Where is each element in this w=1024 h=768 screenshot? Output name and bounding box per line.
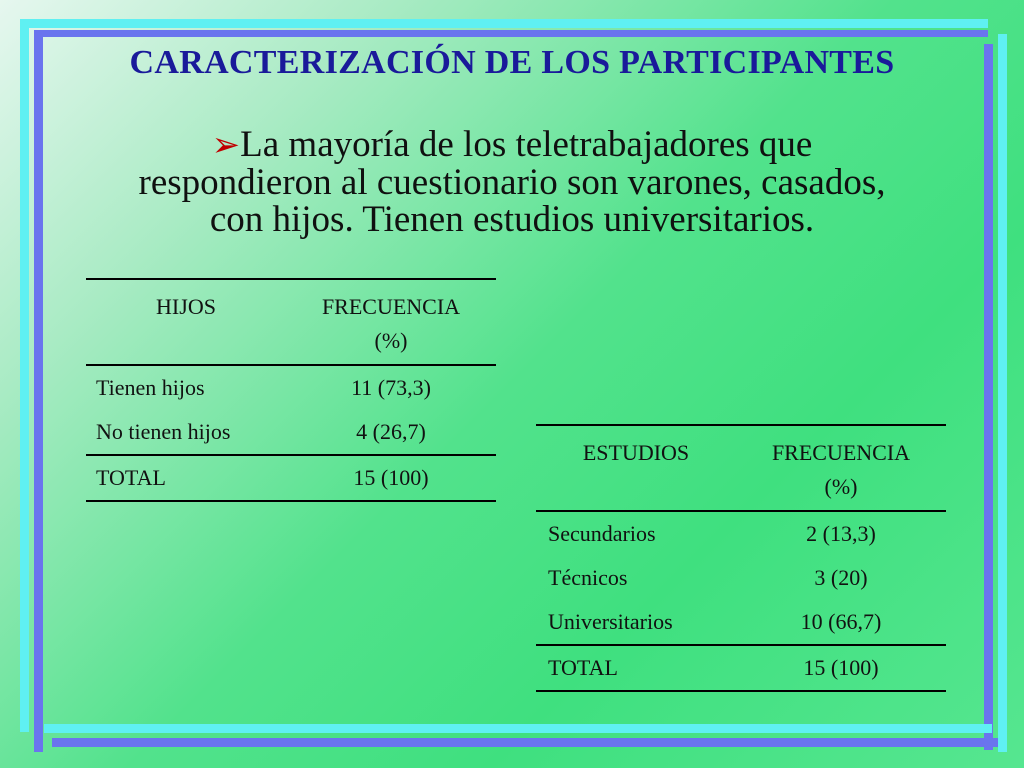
table-row	[536, 511, 946, 556]
total-label: TOTAL	[548, 655, 618, 680]
row-label: No tienen hijos	[96, 419, 231, 444]
bullet-line-2: respondieron al cuestionario son varones, casados,	[138, 162, 886, 203]
bullet-line-1: ➢La mayoría de los teletrabajadores que	[211, 124, 813, 165]
table-total-row	[536, 645, 946, 691]
column-header-frecuencia: FRECUENCIA (%)	[321, 294, 461, 353]
row-label: Tienen hijos	[96, 375, 205, 400]
row-value: 4 (26,7)	[356, 419, 426, 444]
table-row	[536, 600, 946, 645]
table-total-row	[86, 455, 496, 501]
frame-top-blue-bar	[34, 30, 988, 37]
table-row	[536, 556, 946, 600]
column-header-frecuencia: FRECUENCIA (%)	[771, 440, 911, 499]
table-header-row	[86, 279, 496, 365]
frame-bottom-cyan-bar	[44, 724, 992, 733]
frame-top-cyan-bar	[20, 19, 988, 28]
column-header-estudios: ESTUDIOS	[582, 440, 690, 465]
hijos-frequency-table	[86, 278, 496, 502]
table-row	[86, 410, 496, 455]
frame-bottom-blue-bar	[52, 738, 998, 747]
frame-left-blue-bar	[34, 36, 43, 752]
row-value: 11 (73,3)	[351, 375, 431, 400]
table-header-row	[536, 425, 946, 511]
table-row	[86, 365, 496, 410]
row-value: 10 (66,7)	[800, 609, 882, 634]
frame-left-cyan-bar	[20, 28, 29, 732]
row-value: 3 (20)	[814, 565, 868, 590]
total-label: TOTAL	[96, 465, 166, 490]
estudios-frequency-table	[536, 424, 946, 692]
slide-title: CARACTERIZACIÓN DE LOS PARTICIPANTES	[129, 44, 895, 81]
row-value: 2 (13,3)	[806, 521, 876, 546]
column-header-hijos: HIJOS	[156, 294, 216, 319]
frame-right-cyan-bar	[998, 34, 1007, 752]
row-label: Secundarios	[548, 521, 656, 546]
total-value: 15 (100)	[803, 655, 879, 680]
row-label: Universitarios	[548, 609, 673, 634]
row-label: Técnicos	[548, 565, 628, 590]
frame-right-blue-bar	[984, 44, 993, 750]
bullet-paragraph	[50, 126, 974, 238]
bullet-line-3: con hijos. Tienen estudios universitarios.	[209, 199, 815, 240]
arrow-bullet-icon: ➢	[211, 125, 241, 165]
total-value: 15 (100)	[353, 465, 429, 490]
